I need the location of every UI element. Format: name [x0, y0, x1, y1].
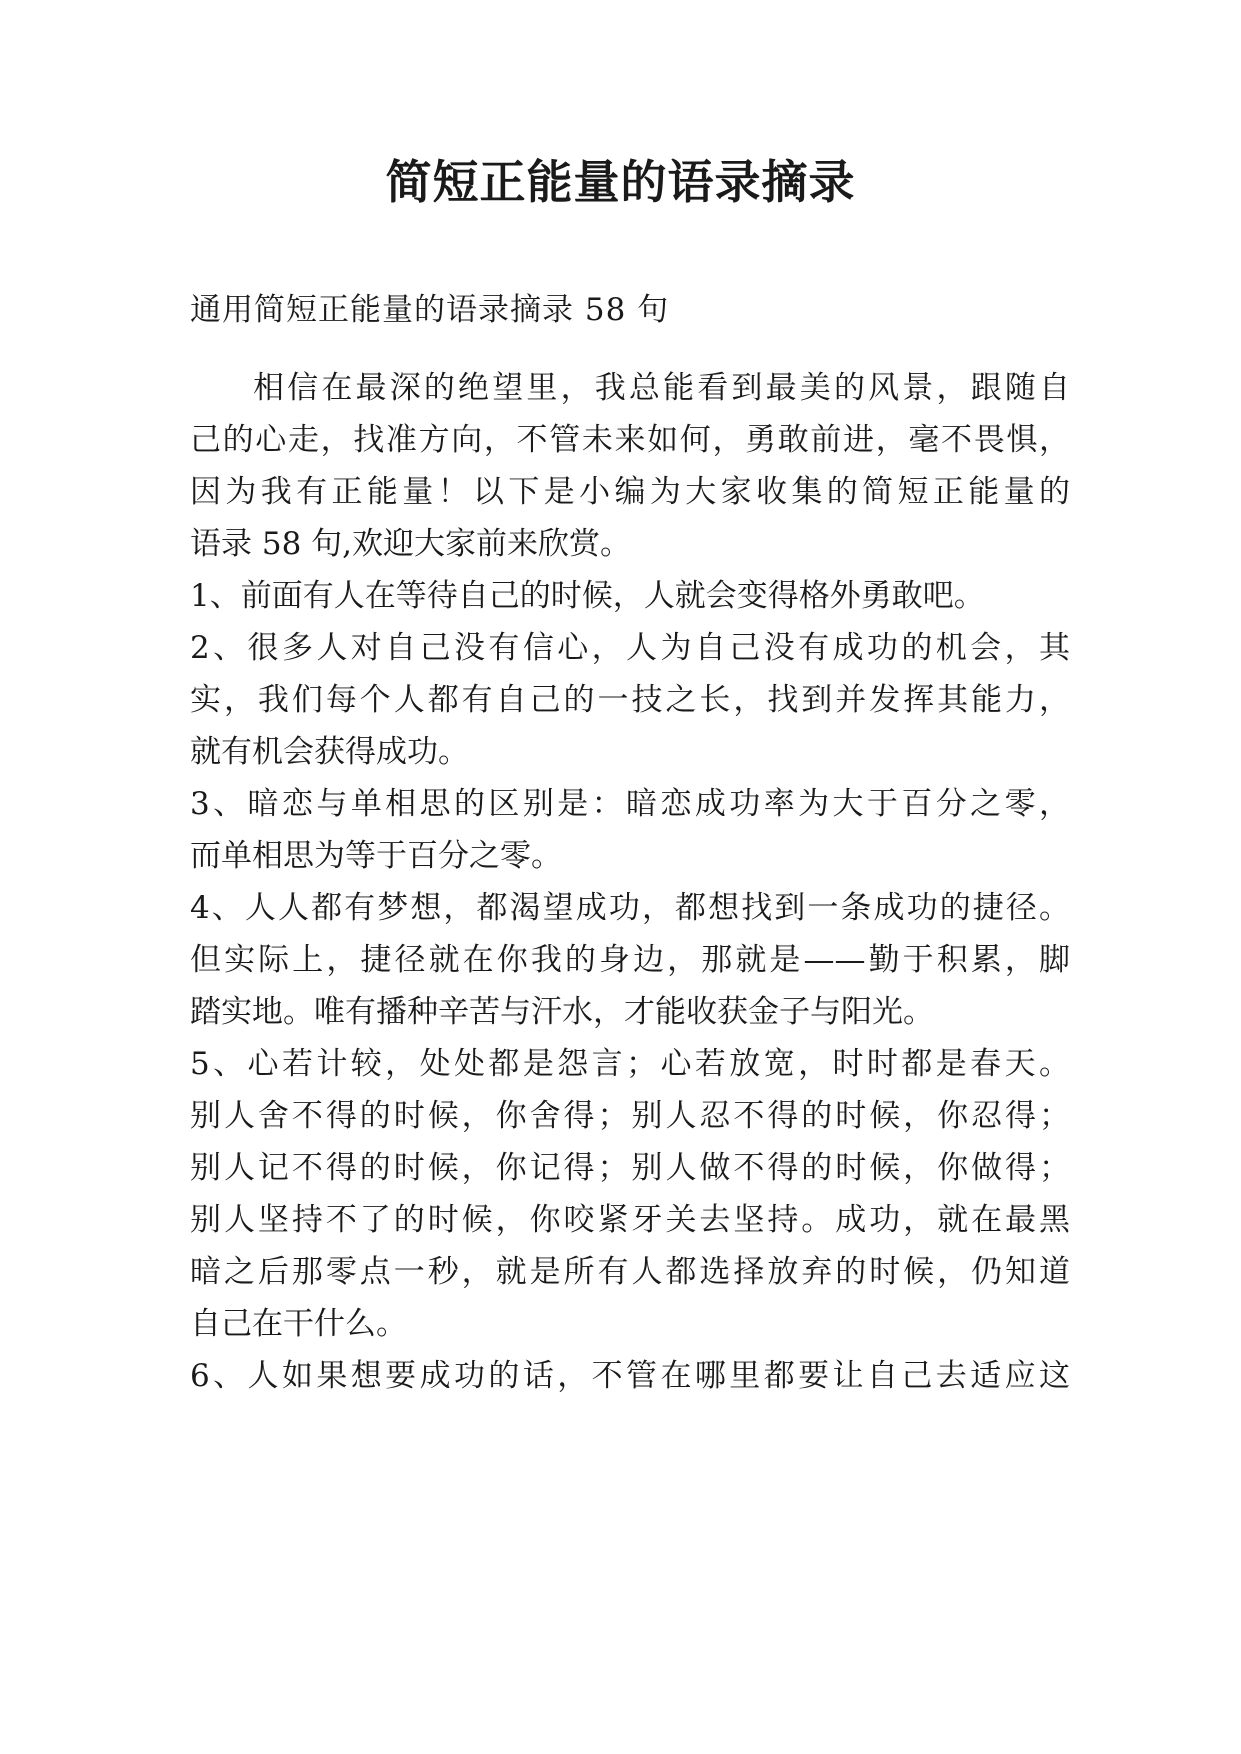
body-line: 6、人如果想要成功的话，不管在哪里都要让自己去适应这 [190, 1358, 1070, 1394]
body-line: 实，我们每个人都有自己的一技之长，找到并发挥其能力， [190, 682, 1070, 718]
body-line: 自己在干什么。 [190, 1306, 407, 1342]
document-title: 简短正能量的语录摘录 [385, 155, 856, 209]
body-line: 别人坚持不了的时候，你咬紧牙关去坚持。成功，就在最黑 [190, 1202, 1070, 1238]
body-line: 4、人人都有梦想，都渴望成功，都想找到一条成功的捷径。 [190, 890, 1070, 926]
body-line: 己的心走，找准方向，不管未来如何，勇敢前进，毫不畏惧， [190, 422, 1070, 458]
body-line: 5、心若计较，处处都是怨言；心若放宽，时时都是春天。 [190, 1046, 1070, 1082]
body-line: 别人记不得的时候，你记得；别人做不得的时候，你做得； [190, 1150, 1070, 1186]
body-line: 3、暗恋与单相思的区别是：暗恋成功率为大于百分之零， [190, 786, 1070, 822]
body-line: 别人舍不得的时候，你舍得；别人忍不得的时候，你忍得； [190, 1098, 1070, 1134]
body-line: 暗之后那零点一秒，就是所有人都选择放弃的时候，仍知道 [190, 1254, 1070, 1290]
body-line: 而单相思为等于百分之零。 [190, 838, 562, 874]
body-line: 2、很多人对自己没有信心，人为自己没有成功的机会，其 [190, 630, 1070, 666]
body-line: 相信在最深的绝望里，我总能看到最美的风景，跟随自 [253, 370, 1070, 406]
body-line: 1、前面有人在等待自己的时候，人就会变得格外勇敢吧。 [190, 578, 985, 614]
body-line: 就有机会获得成功。 [190, 734, 469, 770]
body-line: 因为我有正能量！以下是小编为大家收集的简短正能量的 [190, 474, 1070, 510]
body-line: 语录 58 句,欢迎大家前来欣赏。 [190, 526, 632, 562]
document-subtitle: 通用简短正能量的语录摘录 58 句 [190, 292, 670, 328]
body-line: 但实际上，捷径就在你我的身边，那就是——勤于积累，脚 [190, 942, 1070, 978]
body-line: 踏实地。唯有播种辛苦与汗水，才能收获金子与阳光。 [190, 994, 934, 1030]
